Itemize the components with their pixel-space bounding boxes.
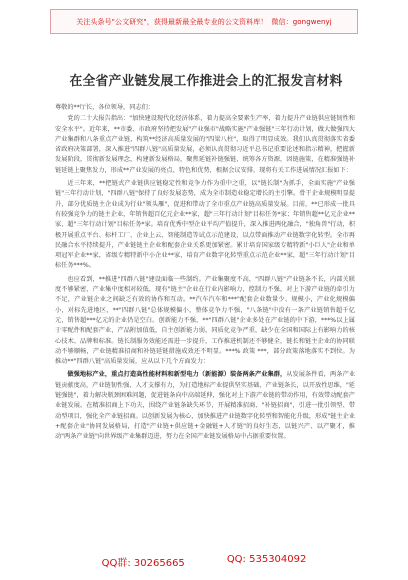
document-body [55,103,355,446]
promo-banner [50,9,358,34]
promo-banner-wechat: 微信：gongwenyj [271,17,332,26]
document-title: 在全省产业链发展工作推进会上的汇报发言材料 [69,74,343,89]
footer-contact [0,554,408,570]
paragraph-intro: 党的二十大报告指出："加快建设现代化经济体系，着力提高全要素生产率，着力提升产业链供应链韧性和安全水平"。近年来，**市委、市政府坚持把发展"产业强市"战略实施"产业强链"三年行动计划，做大做强四大产业集群和八条重点产业链，构筑**经济高质量发展的"四梁八柱"，取得了明显成效。我们认真贯彻落实省委省政府决策部署，深入推进"四群八链"高质量发展，必须认真贯彻习近平总书记重要论述和指示精神，把握新发展阶段，贯彻新发展理念，构建新发展格局，聚焦延链补链强链，统筹各方资源，因链施策，在精准强链补链延链上聚焦发力，形成**产业发展的亮点、特色和优势，根据会议安排，现将有关工作进展情况汇报如下： [55,115,355,174]
paragraph-section-one [55,370,355,442]
paragraph-challenges: 也应看到，**推进"四群八链"建设面临一些制约。产业集聚度不高，"四群八链"产业链条不长，内部关联度不够紧密，产业集中度相对较低，现有"链主"企业在行业内影响力，控制力不强，对上下游产业链的牵引力不足，产业链企业之间缺乏有效的协作和互动。**汽车汽车和***"配套企业数量少、规模小，产业化规模偏小，对标先进地区，**"四群八链"总体规模偏小，整体竞争力不强，"八条链"中没有一条产业链销售超千亿元，销售超***亿元的企业仍是空白。创新能力不强，**"四群八链"企业多处在产业链的中下游，***%以上属于零配件和配套产业，产品附加值低，自主创新能力弱，同质化竞争严重，缺少在全国和国际上有影响力的核心技术、品牌和标准。链长制服务效能还需进一步提升，工作推进机制还不够健全，链长和链主企业的协同联动不够顺畅，产业链精准招商和补链延链措施成效还不明显。***% 政策 ***，部分政策落地落实不到位。为推动**"四群八链"高质量发展，应从以下几个方面发力： [55,275,355,366]
paragraph-achievements: 近三年来，**把链式产业链供应链稳定性和竞争力作为重中之重，以"链长制"为抓手，全面实施"产业强链"三年行动计划，"四群八链"保持了良好发展态势，成为全市制造业稳定增长的主引擎。骨干企业规模明显提升，部分优质链主企业成为行业"领头雁"，促进和带动了全市重点产业链高质量发展。目前，**已形成一批具有较强竞争力的链主企业，年销售超百亿元企业**家，超"三年行动计划"目标任务*家；年销售超**亿元企业**家，超"三年行动计划"目标任务*家。培育优秀中型企业平均产值提升，深入推进两化融合，"独角兽"行动，积极开展重点平台、标杆工厂、企业上云、智能制造等试点示范建设，以点带面推动产业链数字化转型。全市再民融合水平持续提升，产业链链主企业和配套企业关系更加紧密。累计培育国家级专精特新"小巨人"企业和单项冠军企业**家，省级专精特新中小企业**家，培育产业数字化转型重点示范企业**家，超"三年行动计划"目标任务***%。 [55,180,355,270]
section-lead: 做强地标产业，重点打造高性能材料和新型电力（新能源）装备两条产业集群， [67,371,287,379]
section-body: 从发展条件看，两条产业链贡献度高，产业链韧性强，人才支撑有力，为打造地标产业提供坚实基础，产业链条长，以开放性思维，"延链强链"，着力解决瓶颈困难问题，促进链条向中高端延伸，强化对上下游产业链的带动作用，有效带动配套产业链发展。在精准招商上下功夫，围绕产业链条缺失环节，开展精准招商、"补链招商"，引进一批引领型、带动型项目，强化全产业链招商。以创新发展为核心，加快推进产业链数字化转型和智能化升级，形成"链主企业+配套企业"协同发展格局，打造"产业链+供应链+金融链+人才链"的良好生态，以链兴产、以产聚才，推动"两条产业链"向世界级产业集群迈进，努力在全国产业链发展格局中占据重要位置。 [55,371,356,441]
promo-banner-text: 关注头条号"公文研究"，获得最新最全最专业的公文资料库！ [76,17,268,26]
footer-qq: QQ: 535304092 [226,554,307,565]
greeting: 尊敬的**厅长，各位领导，同志们： [55,104,154,111]
footer-qq-group: QQ群: 30265665 [101,558,185,569]
